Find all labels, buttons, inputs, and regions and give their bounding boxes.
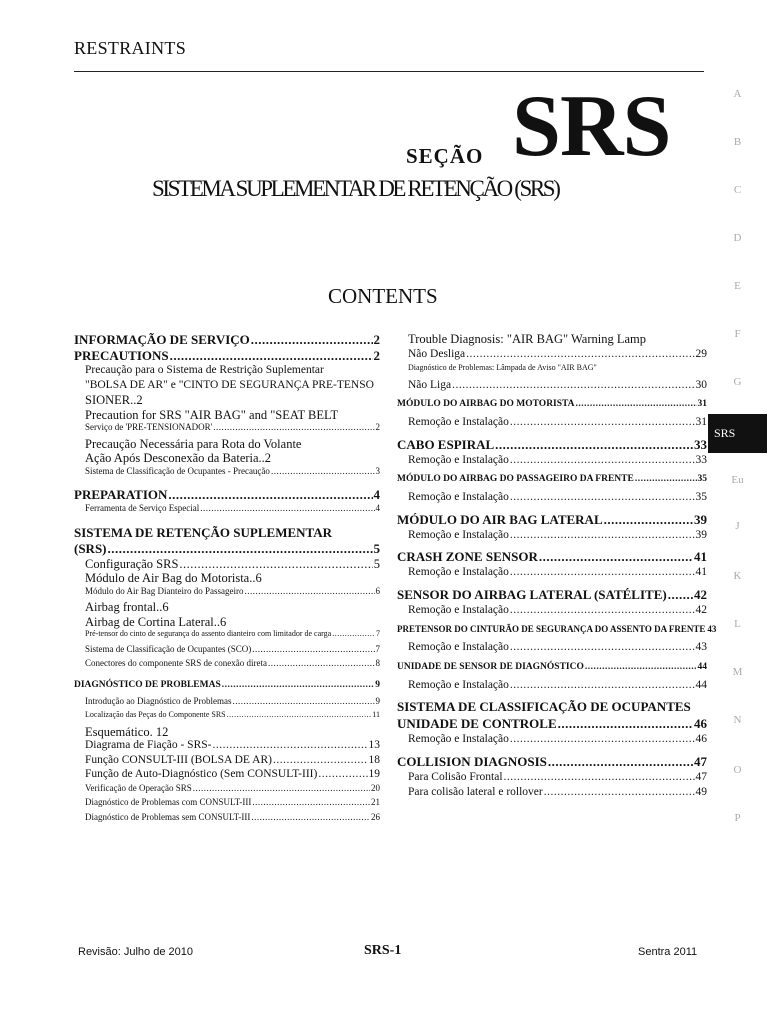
toc-entry[interactable] bbox=[397, 512, 707, 529]
toc-entry-title: PREPARATION bbox=[74, 487, 168, 502]
toc-leader-dots bbox=[466, 348, 694, 360]
toc-entry[interactable] bbox=[74, 348, 380, 364]
toc-entry[interactable] bbox=[74, 600, 380, 615]
toc-right-column bbox=[397, 332, 717, 802]
section-tab-c[interactable]: C bbox=[733, 184, 742, 196]
toc-entry[interactable] bbox=[74, 437, 380, 452]
toc-entry-title: COLLISION DIAGNOSIS bbox=[397, 753, 547, 769]
toc-entry[interactable] bbox=[397, 662, 707, 679]
toc-entry-title: Remoção e Instalação bbox=[408, 416, 509, 428]
toc-entry-page: 39 bbox=[695, 528, 707, 541]
toc-entry[interactable] bbox=[397, 754, 707, 771]
toc-entry[interactable] bbox=[74, 658, 380, 673]
section-tab-f[interactable]: F bbox=[734, 328, 741, 340]
toc-entry-title: Precaution for SRS "AIR BAG" and "SEAT BELT bbox=[85, 407, 339, 422]
toc-entry-title: Remoção e Instalação bbox=[408, 678, 509, 691]
toc-entry-page: 43 bbox=[695, 641, 707, 653]
toc-left-column bbox=[74, 332, 380, 826]
toc-entry-title: DIAGNÓSTICO DE PROBLEMAS bbox=[74, 679, 221, 690]
toc-entry-page: 46 bbox=[695, 733, 707, 745]
toc-entry[interactable] bbox=[397, 454, 707, 470]
toc-entry-title: Precaução Necessária para Rota do Volante bbox=[85, 436, 302, 451]
toc-leader-dots bbox=[193, 783, 370, 793]
toc-leader-dots bbox=[510, 604, 695, 616]
toc-entry-page: 20 bbox=[371, 782, 380, 793]
toc-entry[interactable] bbox=[74, 557, 380, 572]
toc-leader-dots bbox=[108, 541, 373, 557]
toc-entry-title: Para colisão lateral e rollover bbox=[408, 786, 543, 798]
toc-entry[interactable] bbox=[74, 525, 380, 541]
toc-leader-dots bbox=[244, 586, 374, 596]
section-tab-b[interactable]: B bbox=[733, 136, 742, 148]
toc-entry[interactable] bbox=[74, 615, 380, 630]
toc-entry-page: 13 bbox=[368, 739, 380, 751]
toc-leader-dots bbox=[635, 474, 697, 484]
toc-entry[interactable] bbox=[74, 710, 380, 725]
toc-leader-dots bbox=[604, 512, 693, 528]
section-tab-srs[interactable]: SRS bbox=[708, 414, 767, 453]
toc-entry[interactable] bbox=[74, 541, 380, 557]
toc-leader-dots bbox=[227, 710, 372, 719]
toc-leader-dots bbox=[510, 529, 695, 541]
toc-leader-dots bbox=[170, 348, 373, 364]
toc-leader-dots bbox=[179, 557, 372, 572]
section-tab-n[interactable]: N bbox=[733, 714, 742, 726]
toc-entry[interactable] bbox=[397, 641, 707, 657]
toc-entry-page: 5 bbox=[373, 540, 380, 556]
toc-entry[interactable] bbox=[397, 549, 707, 566]
toc-entry-title: Diagnóstico de Problemas sem CONSULT-III bbox=[85, 811, 251, 822]
toc-entry[interactable] bbox=[74, 644, 380, 659]
toc-entry-title: Remoção e Instalação bbox=[408, 491, 509, 503]
toc-leader-dots bbox=[510, 454, 695, 466]
toc-entry-title: Módulo do Air Bag Dianteiro do Passageiro bbox=[85, 585, 244, 596]
toc-leader-dots bbox=[213, 422, 374, 432]
toc-leader-dots bbox=[168, 487, 372, 503]
toc-entry-page: 7 bbox=[376, 629, 380, 638]
toc-entry-title: "BOLSA DE AR" e "CINTO DE SEGURANÇA PRE-TENSO bbox=[85, 378, 374, 391]
toc-entry[interactable] bbox=[397, 587, 707, 604]
toc-entry[interactable] bbox=[74, 629, 380, 644]
toc-leader-dots bbox=[510, 733, 695, 745]
toc-leader-dots bbox=[452, 379, 694, 391]
toc-entry-page: 29 bbox=[695, 347, 707, 360]
toc-entry-page: 33 bbox=[694, 436, 707, 452]
toc-entry-title: Trouble Diagnosis: "AIR BAG" Warning Lamp bbox=[408, 332, 647, 346]
section-tab-j[interactable]: J bbox=[735, 520, 740, 532]
toc-entry[interactable] bbox=[74, 379, 380, 394]
toc-entry-title: SISTEMA DE CLASSIFICAÇÃO DE OCUPANTES bbox=[397, 699, 691, 714]
toc-leader-dots bbox=[585, 662, 697, 672]
toc-entry-title: MÓDULO DO AIR BAG LATERAL bbox=[397, 511, 603, 527]
toc-entry[interactable] bbox=[397, 399, 707, 416]
toc-entry-title: Para Colisão Frontal bbox=[408, 770, 503, 783]
toc-entry-page: 35 bbox=[697, 474, 707, 484]
toc-entry[interactable] bbox=[397, 491, 707, 507]
toc-entry-title: Função CONSULT-III (BOLSA DE AR) bbox=[85, 753, 272, 766]
toc-entry-page: 30 bbox=[695, 378, 707, 391]
toc-leader-dots bbox=[668, 587, 693, 603]
toc-entry-page: 35 bbox=[695, 491, 707, 503]
section-tab-eu[interactable]: Eu bbox=[731, 474, 744, 486]
toc-entry-page: 8 bbox=[375, 658, 380, 668]
toc-leader-dots bbox=[251, 332, 373, 348]
toc-leader-dots bbox=[232, 696, 374, 706]
toc-entry-page: 4 bbox=[373, 487, 380, 502]
toc-leader-dots bbox=[539, 549, 693, 565]
toc-entry-title: Diagnóstico de Problemas: Lâmpada de Aviso "AIR BAG" bbox=[408, 363, 597, 372]
toc-entry-page: 4 bbox=[375, 503, 380, 513]
toc-leader-dots bbox=[576, 399, 697, 409]
toc-entry[interactable] bbox=[74, 571, 380, 586]
toc-leader-dots bbox=[544, 786, 695, 798]
section-tab-e[interactable]: E bbox=[734, 280, 741, 292]
toc-entry[interactable] bbox=[74, 797, 380, 812]
toc-entry-title: Não Desliga bbox=[408, 347, 466, 360]
footer-page-number: SRS-1 bbox=[364, 943, 402, 958]
toc-entry-page: 9 bbox=[375, 679, 380, 690]
toc-entry[interactable] bbox=[397, 437, 707, 454]
toc-entry-page: 11 bbox=[372, 710, 380, 719]
toc-entry-title: Serviço de 'PRE-TENSIONADOR' bbox=[85, 422, 213, 432]
toc-leader-dots bbox=[271, 466, 375, 476]
toc-entry[interactable] bbox=[74, 586, 380, 601]
toc-entry[interactable] bbox=[397, 716, 707, 733]
section-code: SRS bbox=[512, 78, 671, 175]
toc-entry-page: 2 bbox=[373, 332, 380, 347]
toc-entry[interactable] bbox=[74, 783, 380, 798]
toc-entry[interactable] bbox=[74, 680, 380, 696]
toc-leader-dots bbox=[510, 416, 695, 428]
toc-leader-dots bbox=[495, 437, 693, 453]
toc-entry-title: Não Liga bbox=[408, 378, 452, 391]
toc-entry[interactable] bbox=[397, 474, 707, 491]
toc-entry[interactable] bbox=[397, 624, 717, 641]
toc-entry-title: Diagrama de Fiação - SRS- bbox=[85, 739, 212, 751]
toc-entry-page: 43 bbox=[707, 624, 717, 634]
toc-leader-dots bbox=[268, 658, 375, 668]
toc-leader-dots bbox=[200, 503, 374, 513]
toc-entry[interactable] bbox=[397, 604, 707, 620]
toc-entry-title: Verificação de Operação SRS bbox=[85, 782, 192, 793]
toc-entry-title: Conectores do componente SRS de conexão direta bbox=[85, 658, 267, 668]
toc-entry-title: Remoção e Instalação bbox=[408, 453, 509, 466]
toc-entry-page: 46 bbox=[694, 716, 707, 731]
toc-entry[interactable] bbox=[397, 332, 707, 348]
toc-entry-page: 41 bbox=[695, 566, 707, 578]
toc-entry[interactable] bbox=[74, 696, 380, 711]
toc-entry[interactable] bbox=[74, 768, 380, 783]
section-tab-a[interactable]: A bbox=[733, 88, 742, 100]
page-header-title: RESTRAINTS bbox=[74, 38, 187, 58]
toc-entry-title: PRECAUTIONS bbox=[74, 348, 169, 363]
toc-entry-title: INFORMAÇÃO DE SERVIÇO bbox=[74, 332, 250, 347]
toc-entry-title: UNIDADE DE SENSOR DE DIAGNÓSTICO bbox=[397, 661, 584, 672]
toc-entry-title: CABO ESPIRAL bbox=[397, 436, 495, 452]
toc-entry-page: 21 bbox=[371, 797, 380, 807]
footer-revision: Revisão: Julho de 2010 bbox=[78, 946, 193, 958]
toc-entry-title: Remoção e Instalação bbox=[408, 566, 509, 578]
toc-entry[interactable] bbox=[74, 332, 380, 348]
toc-entry-page: 7 bbox=[375, 643, 380, 654]
toc-leader-dots bbox=[510, 679, 695, 691]
section-tab-k[interactable]: K bbox=[733, 570, 742, 582]
toc-entry[interactable] bbox=[74, 812, 380, 827]
toc-entry-title: Ação Após Desconexão da Bateria..2 bbox=[85, 451, 272, 465]
section-tab-d[interactable]: D bbox=[733, 232, 742, 244]
toc-entry-title: Sistema de Classificação de Ocupantes - Precaução bbox=[85, 465, 270, 476]
toc-entry-title: Airbag frontal..6 bbox=[85, 600, 169, 614]
toc-leader-dots bbox=[252, 797, 370, 807]
toc-leader-dots bbox=[318, 768, 367, 780]
toc-entry-title: Ferramenta de Serviço Especial bbox=[85, 503, 200, 513]
toc-entry-page: 49 bbox=[695, 786, 707, 798]
toc-entry-title: Módulo de Air Bag do Motorista..6 bbox=[85, 571, 262, 585]
toc-entry[interactable] bbox=[74, 422, 380, 437]
toc-entry-title: MÓDULO DO AIRBAG DO MOTORISTA bbox=[397, 399, 575, 409]
section-tab-o[interactable]: O bbox=[733, 764, 742, 776]
toc-entry-page: 9 bbox=[375, 695, 380, 706]
toc-entry[interactable] bbox=[397, 699, 707, 716]
toc-entry-title: Localização das Peças do Componente SRS bbox=[85, 710, 226, 719]
toc-entry-title: SISTEMA DE RETENÇÃO SUPLEMENTAR bbox=[74, 524, 333, 540]
toc-entry-title: MÓDULO DO AIRBAG DO PASSAGEIRO DA FRENTE bbox=[397, 474, 634, 484]
toc-entry[interactable] bbox=[74, 487, 380, 503]
toc-entry[interactable] bbox=[74, 393, 380, 408]
section-tab-p[interactable]: P bbox=[734, 812, 741, 824]
toc-entry-page: 2 bbox=[375, 422, 380, 432]
toc-entry[interactable] bbox=[397, 363, 707, 379]
toc-entry[interactable] bbox=[397, 679, 707, 695]
toc-leader-dots bbox=[212, 739, 367, 751]
header-divider bbox=[74, 71, 704, 72]
toc-entry-title: Diagnóstico de Problemas com CONSULT-III bbox=[85, 797, 252, 807]
toc-entry[interactable] bbox=[74, 364, 380, 379]
toc-leader-dots bbox=[548, 754, 693, 770]
toc-entry[interactable] bbox=[74, 739, 380, 754]
toc-leader-dots bbox=[222, 680, 375, 690]
toc-entry-title: Função de Auto-Diagnóstico (Sem CONSULT-III) bbox=[85, 768, 318, 780]
toc-entry[interactable] bbox=[397, 733, 707, 749]
toc-entry-page: 47 bbox=[694, 753, 707, 769]
toc-entry-title: Pré-tensor do cinto de segurança do assento dianteiro com limitador de carga bbox=[85, 629, 332, 638]
section-label: SEÇÃO bbox=[406, 144, 484, 168]
section-tab-l[interactable]: L bbox=[734, 618, 741, 630]
toc-entry[interactable] bbox=[397, 379, 707, 395]
toc-entry-page: 42 bbox=[694, 586, 707, 602]
toc-entry-page: 26 bbox=[371, 811, 380, 822]
toc-entry[interactable] bbox=[397, 566, 707, 582]
toc-entry-title: CRASH ZONE SENSOR bbox=[397, 549, 538, 564]
toc-entry-title: Remoção e Instalação bbox=[408, 603, 509, 616]
toc-entry[interactable] bbox=[74, 451, 380, 466]
toc-entry-title: UNIDADE DE CONTROLE bbox=[397, 716, 557, 731]
toc-entry-title: PRETENSOR DO CINTURÃO DE SEGURANÇA DO ASSENTO DA FRENTE bbox=[397, 624, 706, 634]
toc-entry-title: Airbag de Cortina Lateral..6 bbox=[85, 614, 227, 629]
toc-entry-title: Remoção e Instalação bbox=[408, 733, 509, 745]
toc-entry-page: 31 bbox=[697, 399, 707, 409]
toc-entry[interactable] bbox=[397, 786, 707, 802]
section-index-tabs bbox=[708, 0, 768, 1024]
toc-entry-title: Sistema de Classificação de Ocupantes (SCO) bbox=[85, 643, 252, 654]
toc-entry[interactable] bbox=[397, 529, 707, 545]
section-tab-m[interactable]: M bbox=[732, 666, 743, 678]
toc-entry[interactable] bbox=[74, 754, 380, 769]
toc-entry[interactable] bbox=[397, 771, 707, 787]
section-tab-g[interactable]: G bbox=[733, 376, 742, 388]
toc-entry-page: 3 bbox=[375, 465, 380, 476]
toc-leader-dots bbox=[251, 812, 370, 822]
toc-entry-page: 42 bbox=[695, 603, 707, 616]
toc-leader-dots bbox=[510, 566, 695, 578]
toc-entry[interactable] bbox=[74, 725, 380, 740]
contents-heading: CONTENTS bbox=[328, 284, 438, 308]
toc-entry-page: 41 bbox=[694, 549, 707, 564]
toc-leader-dots bbox=[273, 754, 368, 766]
toc-entry-page: 2 bbox=[373, 348, 380, 363]
toc-leader-dots bbox=[332, 629, 375, 638]
toc-entry-page: 19 bbox=[368, 768, 380, 780]
toc-entry-title: Precaução para o Sistema de Restrição Suplementar bbox=[85, 364, 324, 376]
toc-entry-page: 44 bbox=[697, 661, 707, 672]
toc-entry-title: (SRS) bbox=[74, 540, 107, 556]
toc-entry-page: 47 bbox=[695, 770, 707, 783]
section-subtitle: SISTEMA SUPLEMENTAR DE RETENÇÃO (SRS) bbox=[152, 176, 559, 201]
toc-entry-page: 5 bbox=[373, 556, 380, 571]
toc-entry-title: Esquemático. 12 bbox=[85, 724, 169, 739]
toc-entry[interactable] bbox=[74, 466, 380, 481]
toc-entry-title: Remoção e Instalação bbox=[408, 641, 509, 653]
toc-entry-title: Configuração SRS bbox=[85, 556, 179, 571]
toc-entry-page: 18 bbox=[368, 753, 380, 766]
toc-entry-page: 39 bbox=[694, 511, 707, 527]
toc-entry-page: 44 bbox=[695, 678, 707, 691]
toc-entry-title: Remoção e Instalação bbox=[408, 528, 509, 541]
toc-entry-title: SIONER..2 bbox=[85, 393, 143, 407]
toc-entry[interactable] bbox=[74, 503, 380, 518]
toc-entry-page: 6 bbox=[375, 585, 380, 596]
toc-entry[interactable] bbox=[397, 348, 707, 364]
toc-leader-dots bbox=[510, 641, 695, 653]
toc-entry-page: 33 bbox=[695, 453, 707, 466]
toc-entry-page: 31 bbox=[695, 416, 707, 428]
toc-leader-dots bbox=[510, 491, 695, 503]
toc-entry-title: Introdução ao Diagnóstico de Problemas bbox=[85, 695, 232, 706]
toc-entry-title: SENSOR DO AIRBAG LATERAL (SATÉLITE) bbox=[397, 586, 667, 602]
toc-entry[interactable] bbox=[74, 408, 380, 423]
toc-leader-dots bbox=[558, 716, 693, 732]
toc-leader-dots bbox=[252, 644, 374, 654]
footer-model: Sentra 2011 bbox=[638, 946, 698, 958]
toc-entry[interactable] bbox=[397, 416, 707, 432]
toc-leader-dots bbox=[504, 771, 695, 783]
